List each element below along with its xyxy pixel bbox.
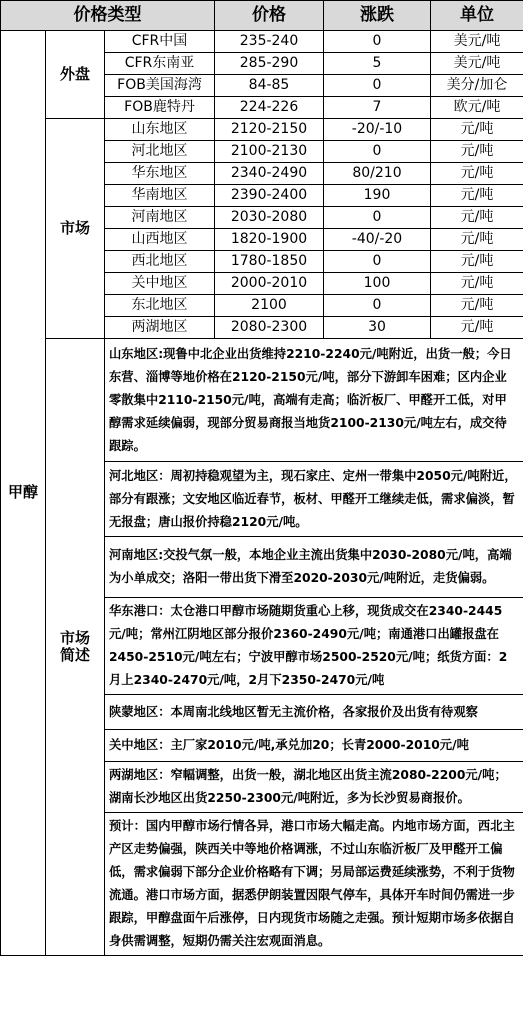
row-price: 2120-2150 — [215, 119, 324, 141]
row-change: 0 — [324, 251, 431, 273]
row-price: 285-290 — [215, 53, 324, 75]
row-change: -20/-10 — [324, 119, 431, 141]
row-name: 华南地区 — [105, 185, 215, 207]
row-name: 关中地区 — [105, 273, 215, 295]
row-unit: 元/吨 — [431, 119, 523, 141]
product-name: 甲醇 — [1, 31, 46, 956]
row-change: 0 — [324, 141, 431, 163]
row-unit: 元/吨 — [431, 273, 523, 295]
row-price: 2340-2490 — [215, 163, 324, 185]
row-price: 2390-2400 — [215, 185, 324, 207]
summary-lianghu: 两湖地区：窄幅调整，出货一般，湖北地区出货主流2080-2200元/吨；湖南长沙地区出货2250-2300元/吨附近，多为长沙贸易商报价。 — [105, 762, 523, 813]
row-price: 224-226 — [215, 97, 324, 119]
row-price: 2100-2130 — [215, 141, 324, 163]
summary-shandong: 山东地区:现鲁中北企业出货维持2210-2240元/吨附近，出货一般；今日东营、淄博等地价格在2120-2150元/吨，部分下游卸车困难；区内企业零散集中2110-2150元/吨，高端有走高；临沂板厂、甲醛开工低，对甲醇需求延续偏弱，现部分贸易商报当地货2100-2130元/吨左右，成交待跟踪。 — [105, 339, 523, 462]
row-name: CFR中国 — [105, 31, 215, 53]
row-unit: 美元/吨 — [431, 53, 523, 75]
summary-shaanmeng: 陕蒙地区：本周南北线地区暂无主流价格，各家报价及出货有待观察 — [105, 695, 523, 730]
summary-forecast: 预计：国内甲醇市场行情各异，港口市场大幅走高。内地市场方面，西北主产区走势偏强，陕西关中等地价格调涨，不过山东临沂板厂及甲醛开工偏低，需求偏弱下部分企业价格略有下调；另局部运费延续涨势，不利于货物流通。港口市场方面，据悉伊朗装置因限气停车，具体开车时间仍需进一步跟踪，甲醇盘面午后涨停，日内现货市场随之走强。预计短期市场多依据自身供需调整，短期仍需关注宏观面消息。 — [105, 813, 523, 956]
table-row — [1, 31, 523, 53]
summary-henan: 河南地区:交投气氛一般，本地企业主流出货集中2030-2080元/吨，高端为小单成交；洛阳一带出货下滑至2020-2030元/吨附近，走货偏弱。 — [105, 537, 523, 598]
row-change: 0 — [324, 31, 431, 53]
row-unit: 元/吨 — [431, 317, 523, 339]
header-change: 涨跌 — [324, 1, 431, 31]
row-name: FOB鹿特丹 — [105, 97, 215, 119]
header-unit: 单位 — [431, 1, 523, 31]
row-name: 山西地区 — [105, 229, 215, 251]
row-price: 2030-2080 — [215, 207, 324, 229]
header-price-type: 价格类型 — [1, 1, 215, 31]
row-price: 1780-1850 — [215, 251, 324, 273]
row-change: 190 — [324, 185, 431, 207]
row-price: 235-240 — [215, 31, 324, 53]
row-unit: 欧元/吨 — [431, 97, 523, 119]
row-unit: 元/吨 — [431, 207, 523, 229]
row-change: 80/210 — [324, 163, 431, 185]
header-row — [1, 1, 523, 31]
row-price: 2080-2300 — [215, 317, 324, 339]
row-name: 东北地区 — [105, 295, 215, 317]
row-change: -40/-20 — [324, 229, 431, 251]
row-name: 西北地区 — [105, 251, 215, 273]
header-price: 价格 — [215, 1, 324, 31]
row-name: 华东地区 — [105, 163, 215, 185]
row-unit: 元/吨 — [431, 295, 523, 317]
row-unit: 美分/加仑 — [431, 75, 523, 97]
row-change: 7 — [324, 97, 431, 119]
summary-guanzhong: 关中地区：主厂家2010元/吨,承兑加20；长青2000-2010元/吨 — [105, 730, 523, 762]
row-name: 山东地区 — [105, 119, 215, 141]
row-price: 1820-1900 — [215, 229, 324, 251]
row-change: 0 — [324, 295, 431, 317]
section-summary-line1: 市场 — [59, 628, 90, 647]
table-row — [1, 119, 523, 141]
row-name: CFR东南亚 — [105, 53, 215, 75]
row-unit: 元/吨 — [431, 163, 523, 185]
row-unit: 元/吨 — [431, 185, 523, 207]
row-unit: 美元/吨 — [431, 31, 523, 53]
row-change: 0 — [324, 207, 431, 229]
row-change: 5 — [324, 53, 431, 75]
section-external: 外盘 — [46, 31, 105, 119]
summary-east-port: 华东港口：太仓港口甲醇市场随期货重心上移，现货成交在2340-2445元/吨；常州江阴地区部分报价2360-2490元/吨；南通港口出罐报盘在2450-2510元/吨左右；宁波甲醇市场2500-2520元/吨；纸货方面：2月上2340-2470元/吨，2月下2350-2470元/吨 — [105, 598, 523, 695]
row-name: 河南地区 — [105, 207, 215, 229]
row-price: 2000-2010 — [215, 273, 324, 295]
row-unit: 元/吨 — [431, 251, 523, 273]
section-summary — [46, 339, 105, 956]
row-price: 84-85 — [215, 75, 324, 97]
row-unit: 元/吨 — [431, 141, 523, 163]
summary-hebei: 河北地区：周初持稳观望为主，现石家庄、定州一带集中2050元/吨附近，部分有跟涨；文安地区临近春节，板材、甲醛开工继续走低，需求偏淡，暂无报盘；唐山报价持稳2120元/吨。 — [105, 462, 523, 537]
row-unit: 元/吨 — [431, 229, 523, 251]
section-market: 市场 — [46, 119, 105, 339]
row-change: 100 — [324, 273, 431, 295]
section-summary-line2: 简述 — [59, 646, 90, 664]
row-name: FOB美国海湾 — [105, 75, 215, 97]
row-price: 2100 — [215, 295, 324, 317]
row-name: 河北地区 — [105, 141, 215, 163]
row-change: 30 — [324, 317, 431, 339]
row-change: 0 — [324, 75, 431, 97]
row-name: 两湖地区 — [105, 317, 215, 339]
summary-row — [1, 339, 523, 462]
